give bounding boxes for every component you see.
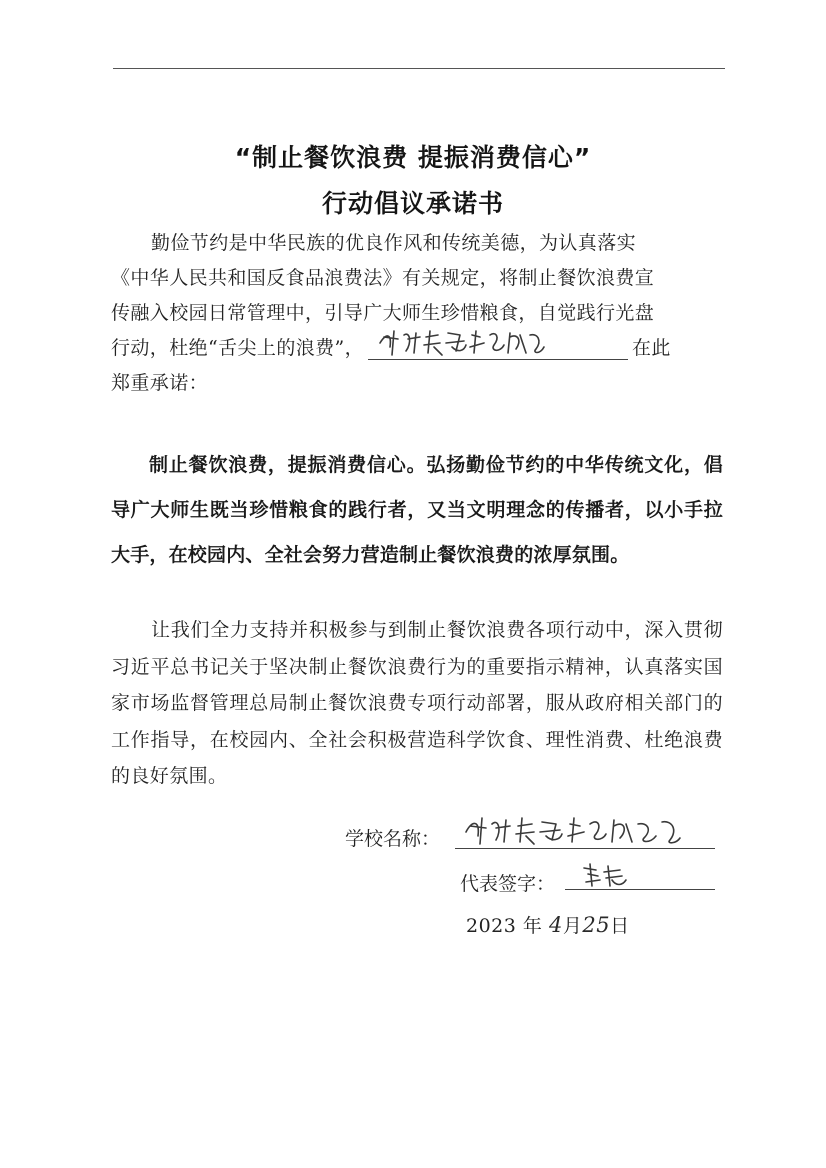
document-title: “制止餐饮浪费 提振消费信心” [234,143,592,172]
handwritten-school-signature [376,325,546,359]
date-year-char: 年 [522,915,543,937]
date-month: 4 [548,913,563,937]
paragraph-intro-line: 郑重承诺： [111,372,209,394]
handwritten-school-name [462,812,682,848]
date-day: 25 [582,913,611,937]
school-name-blank [368,331,628,360]
school-name-underline [455,848,715,849]
paragraph-intro-line: 传融入校园日常管理中，引导广大师生珍惜粮食，自觉践行光盘 [111,302,655,324]
sign-date [466,911,630,938]
handwritten-representative-signature [580,860,640,890]
paragraph-pledge: 制止餐饮浪费，提振消费信心。弘扬勤俭节约的中华传统文化，倡导广大师生既当珍惜粮食的践行者，又当文明理念的传播者，以小手拉大手，在校园内、全社会努力营造制止餐饮浪费的浓厚氛围。 [111,454,723,566]
date-year: 2023 [466,915,517,937]
representative-underline [565,889,715,890]
paragraph-action: 让我们全力支持并积极参与到制止餐饮浪费各项行动中，深入贯彻习近平总书记关于坚决制止餐饮浪费行为的重要指示精神，认真落实国家市场监督管理总局制止餐饮浪费专项行动部署，服从政府相关部门的工作指导，在校园内、全社会积极营造科学饮食、理性消费、杜绝浪费的良好氛围。 [111,619,723,787]
paragraph-intro-text: 在此 [632,337,671,359]
date-day-char: 日 [610,915,630,937]
header-rule [113,68,725,69]
representative-label: 代表签字： [460,873,556,895]
paragraph-intro-text: 行动，杜绝“舌尖上的浪费”， [111,337,365,359]
paragraph-intro-line: 勤俭节约是中华民族的优良作风和传统美德，为认真落实 [151,232,637,254]
school-name-label: 学校名称： [345,828,441,850]
date-month-char: 月 [562,915,583,937]
paragraph-intro-line-fill [111,331,723,366]
document-subtitle: 行动倡议承诺书 [321,189,504,218]
paragraph-intro-line: 《中华人民共和国反食品浪费法》有关规定，将制止餐饮浪费宣 [111,267,655,289]
paragraph-intro [111,226,723,401]
